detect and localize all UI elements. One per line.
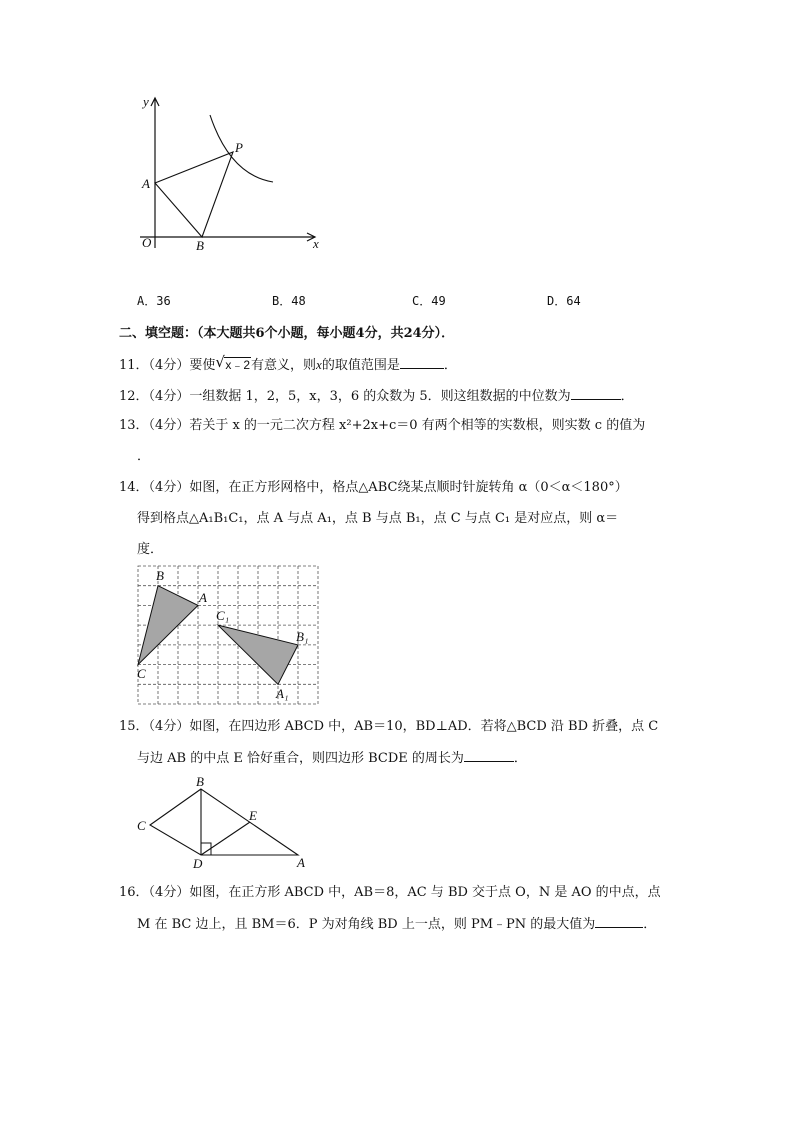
label-a1: A₁ <box>276 686 289 701</box>
x-label: x <box>313 236 319 251</box>
label-b1: B₁ <box>296 629 309 644</box>
label-a: A <box>297 855 305 870</box>
label-b: B <box>156 568 164 583</box>
label-c: C <box>137 666 146 681</box>
point-p-label: P <box>235 140 243 155</box>
label-d: D <box>193 856 203 871</box>
label-c1: C₁ <box>216 608 230 623</box>
question-14-line-3: 度． <box>137 542 164 557</box>
option-b[interactable]: B．48 <box>272 294 306 308</box>
question-11: 11．（4分）要使 √ x﹣2有意义，则x的取值范围是 ． <box>119 353 457 373</box>
figure-q15 <box>135 775 315 870</box>
option-a[interactable]: A．36 <box>137 294 171 308</box>
question-15-line-1: 15．（4分）如图，在四边形 ABCD 中，AB＝10，BD⊥AD．若将△BCD 沿 BD 折叠，点 C <box>119 719 659 734</box>
question-14-line-2: 得到格点△A₁B₁C₁，点 A 与点 A₁，点 B 与点 B₁，点 C 与点 C₁ 是对应点，则 α＝ <box>137 511 619 526</box>
section-title: 二、填空题：（本大题共6个小题，每小题4分，共24分）． <box>119 326 455 341</box>
label-a: A <box>199 590 207 605</box>
quad-outline <box>150 789 298 855</box>
figure-q14 <box>138 566 318 704</box>
question-12: 12．（4分）一组数据 1，2，5，x，3，6 的众数为 5．则这组数据的中位数为 ． <box>119 389 634 404</box>
answer-blank-16[interactable] <box>595 916 643 928</box>
sqrt-expression: √ x﹣2 <box>215 353 251 372</box>
point-b-label: B <box>196 238 204 253</box>
question-14-line-1: 14．（4分）如图，在正方形网格中，格点△ABC绕某点顺时针旋转角 α（0＜α＜180°） <box>119 480 628 495</box>
question-16-line-1: 16．（4分）如图，在正方形 ABCD 中，AB＝8，AC 与 BD 交于点 O，N 是 AO 的中点，点 <box>119 885 661 900</box>
option-d[interactable]: D．64 <box>547 294 581 308</box>
label-c: C <box>137 818 146 833</box>
question-13-line-1: 13．（4分）若关于 x 的一元二次方程 x²+2x+c＝0 有两个相等的实数根，则实数 c 的值为 <box>119 418 646 433</box>
y-label: y <box>143 94 149 109</box>
option-c[interactable]: C．49 <box>412 294 446 308</box>
figure-q10 <box>130 90 330 255</box>
label-e: E <box>249 808 257 823</box>
origin-label: O <box>142 235 152 250</box>
point-a-label: A <box>142 176 150 191</box>
answer-blank-12[interactable] <box>571 388 621 400</box>
question-13-line-2[interactable]: ． <box>137 449 151 464</box>
label-b: B <box>196 774 204 789</box>
answer-blank-11[interactable] <box>400 357 444 369</box>
question-15-line-2: 与边 AB 的中点 E 恰好重合，则四边形 BCDE 的周长为 ． <box>137 751 527 766</box>
answer-blank-15[interactable] <box>464 750 514 762</box>
segment-de <box>201 822 250 855</box>
question-16-line-2: M 在 BC 边上，且 BM＝6．P 为对角线 BD 上一点，则 PM﹣PN 的最大值为 ． <box>137 917 657 932</box>
triangle-pab <box>155 152 233 237</box>
